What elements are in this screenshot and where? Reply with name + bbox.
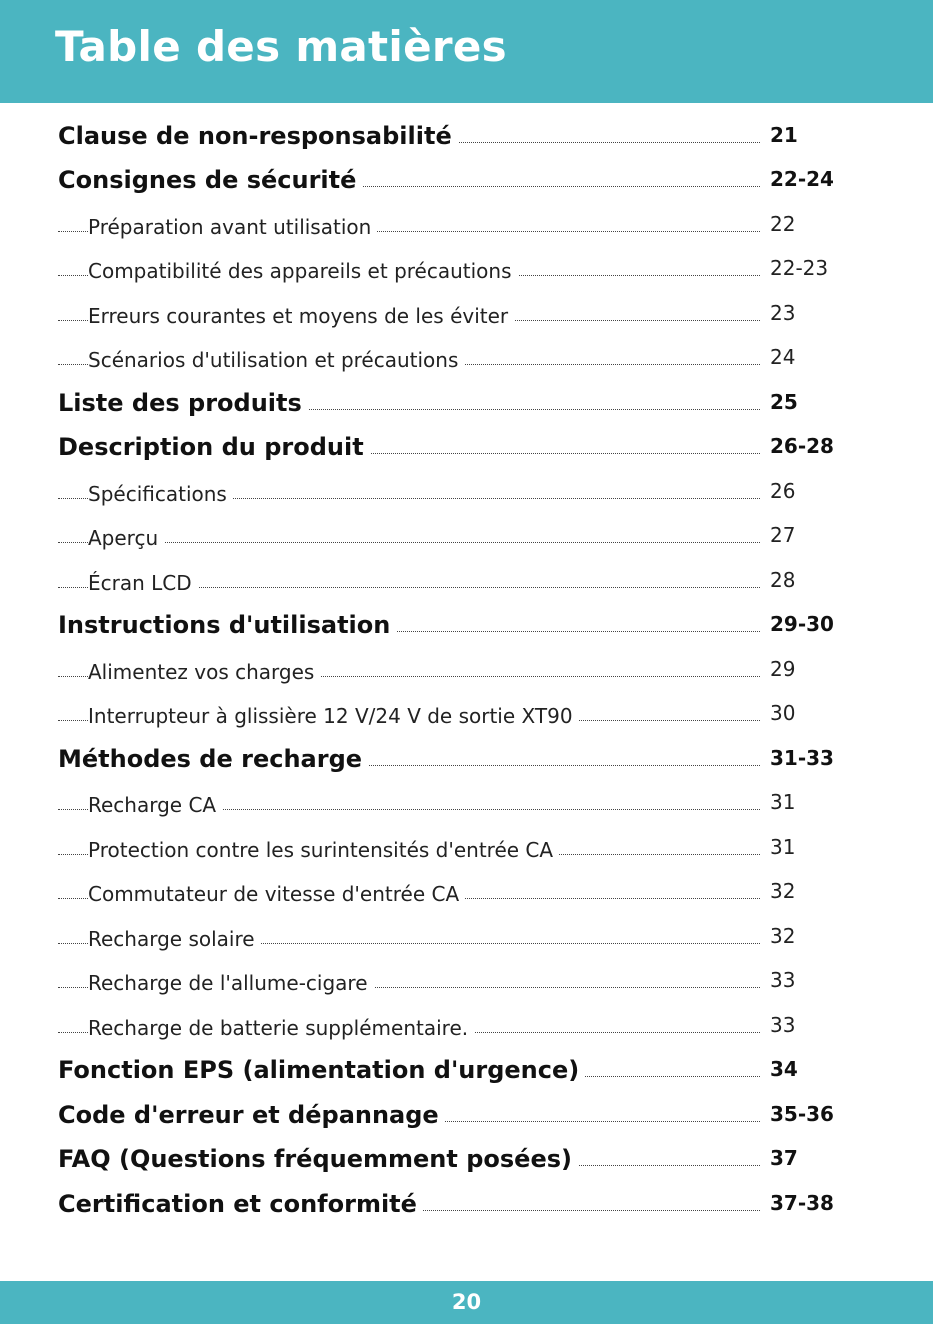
toc-entry-page: 29 — [770, 656, 796, 681]
toc-entry-page: 37-38 — [770, 1190, 834, 1215]
toc-entry-title: Interrupteur à glissière 12 V/24 V de sortie XT90 — [88, 704, 579, 728]
toc-entry-title: Méthodes de recharge — [58, 745, 368, 773]
toc-entry-page: 31 — [770, 790, 796, 814]
page-number: 20 — [451, 1290, 482, 1314]
footer-bar — [0, 1281, 933, 1324]
toc-subsection-entry[interactable] — [0, 337, 933, 382]
toc-subsection-entry[interactable] — [0, 826, 933, 871]
toc-subsection-entry[interactable] — [0, 203, 933, 248]
toc-entry-title: Commutateur de vitesse d'entrée CA — [88, 882, 465, 906]
toc-section-entry[interactable] — [0, 1093, 933, 1138]
toc-entry-page: 32 — [770, 879, 796, 903]
toc-entry-page: 24 — [770, 345, 796, 369]
toc-subsection-entry[interactable] — [0, 1004, 933, 1049]
toc-section-entry[interactable] — [0, 159, 933, 204]
header-banner — [0, 0, 933, 103]
toc-entry-title: Certification et conformité — [58, 1190, 423, 1218]
toc-entry-title: Spécifications — [88, 482, 233, 506]
toc-section-entry[interactable] — [0, 1182, 933, 1227]
toc-entry-page: 35-36 — [770, 1101, 834, 1126]
toc-subsection-entry[interactable] — [0, 782, 933, 827]
toc-entry-page: 26-28 — [770, 434, 834, 458]
toc-entry-page: 32 — [770, 923, 796, 948]
toc-subsection-entry[interactable] — [0, 871, 933, 916]
toc-entry-title: Recharge solaire — [88, 927, 261, 951]
toc-entry-page: 33 — [770, 968, 796, 992]
toc-entry-page: 25 — [770, 389, 798, 414]
toc-entry-title: Écran LCD — [88, 571, 198, 595]
toc-entry-title: Liste des produits — [58, 389, 308, 417]
toc-entry-title: Description du produit — [58, 433, 370, 461]
toc-entry-page: 34 — [770, 1057, 798, 1081]
toc-entry-page: 37 — [770, 1146, 798, 1170]
toc-subsection-entry[interactable] — [0, 559, 933, 604]
toc-section-entry[interactable] — [0, 381, 933, 426]
toc-entry-title: Préparation avant utilisation — [88, 215, 377, 239]
toc-entry-page: 30 — [770, 701, 796, 725]
toc-entry-title: Code d'erreur et dépannage — [58, 1101, 445, 1129]
toc-section-entry[interactable] — [0, 426, 933, 471]
toc-subsection-entry[interactable] — [0, 960, 933, 1005]
toc-entry-page: 29-30 — [770, 612, 834, 636]
toc-entry-title: Clause de non-responsabilité — [58, 122, 458, 150]
toc-entry-page: 31 — [770, 834, 796, 859]
toc-entry-title: Instructions d'utilisation — [58, 611, 396, 639]
toc-entry-title: Alimentez vos charges — [88, 660, 320, 684]
toc-subsection-entry[interactable] — [0, 248, 933, 293]
toc-subsection-entry[interactable] — [0, 292, 933, 337]
toc-entry-page: 22-24 — [770, 167, 834, 191]
toc-entry-title: Scénarios d'utilisation et précautions — [88, 348, 464, 372]
table-of-contents — [0, 114, 933, 1227]
toc-entry-title: Compatibilité des appareils et précautions — [88, 259, 518, 283]
toc-section-entry[interactable] — [0, 737, 933, 782]
toc-entry-title: Aperçu — [88, 526, 164, 550]
toc-entry-title: Erreurs courantes et moyens de les éviter — [88, 304, 514, 328]
toc-section-entry[interactable] — [0, 114, 933, 159]
toc-subsection-entry[interactable] — [0, 915, 933, 960]
toc-section-entry[interactable] — [0, 1138, 933, 1183]
toc-entry-title: Recharge CA — [88, 793, 222, 817]
toc-entry-title: FAQ (Questions fréquemment posées) — [58, 1145, 578, 1173]
toc-entry-page: 26 — [770, 478, 796, 503]
toc-entry-page: 31-33 — [770, 745, 834, 770]
toc-entry-page: 28 — [770, 567, 796, 592]
toc-subsection-entry[interactable] — [0, 648, 933, 693]
page-title: Table des matières — [55, 22, 507, 71]
toc-entry-page: 22 — [770, 211, 796, 236]
toc-entry-page: 27 — [770, 523, 796, 547]
toc-entry-title: Recharge de l'allume-cigare — [88, 971, 374, 995]
toc-entry-page: 22-23 — [770, 256, 829, 280]
toc-entry-title: Protection contre les surintensités d'entrée CA — [88, 838, 559, 862]
toc-entry-page: 23 — [770, 300, 796, 325]
toc-entry-page: 33 — [770, 1012, 796, 1037]
toc-entry-title: Consignes de sécurité — [58, 166, 362, 194]
toc-entry-page: 21 — [770, 122, 798, 147]
toc-entry-title: Recharge de batterie supplémentaire. — [88, 1016, 474, 1040]
toc-section-entry[interactable] — [0, 1049, 933, 1094]
toc-subsection-entry[interactable] — [0, 470, 933, 515]
toc-subsection-entry[interactable] — [0, 515, 933, 560]
toc-section-entry[interactable] — [0, 604, 933, 649]
toc-entry-title: Fonction EPS (alimentation d'urgence) — [58, 1056, 585, 1084]
toc-subsection-entry[interactable] — [0, 693, 933, 738]
